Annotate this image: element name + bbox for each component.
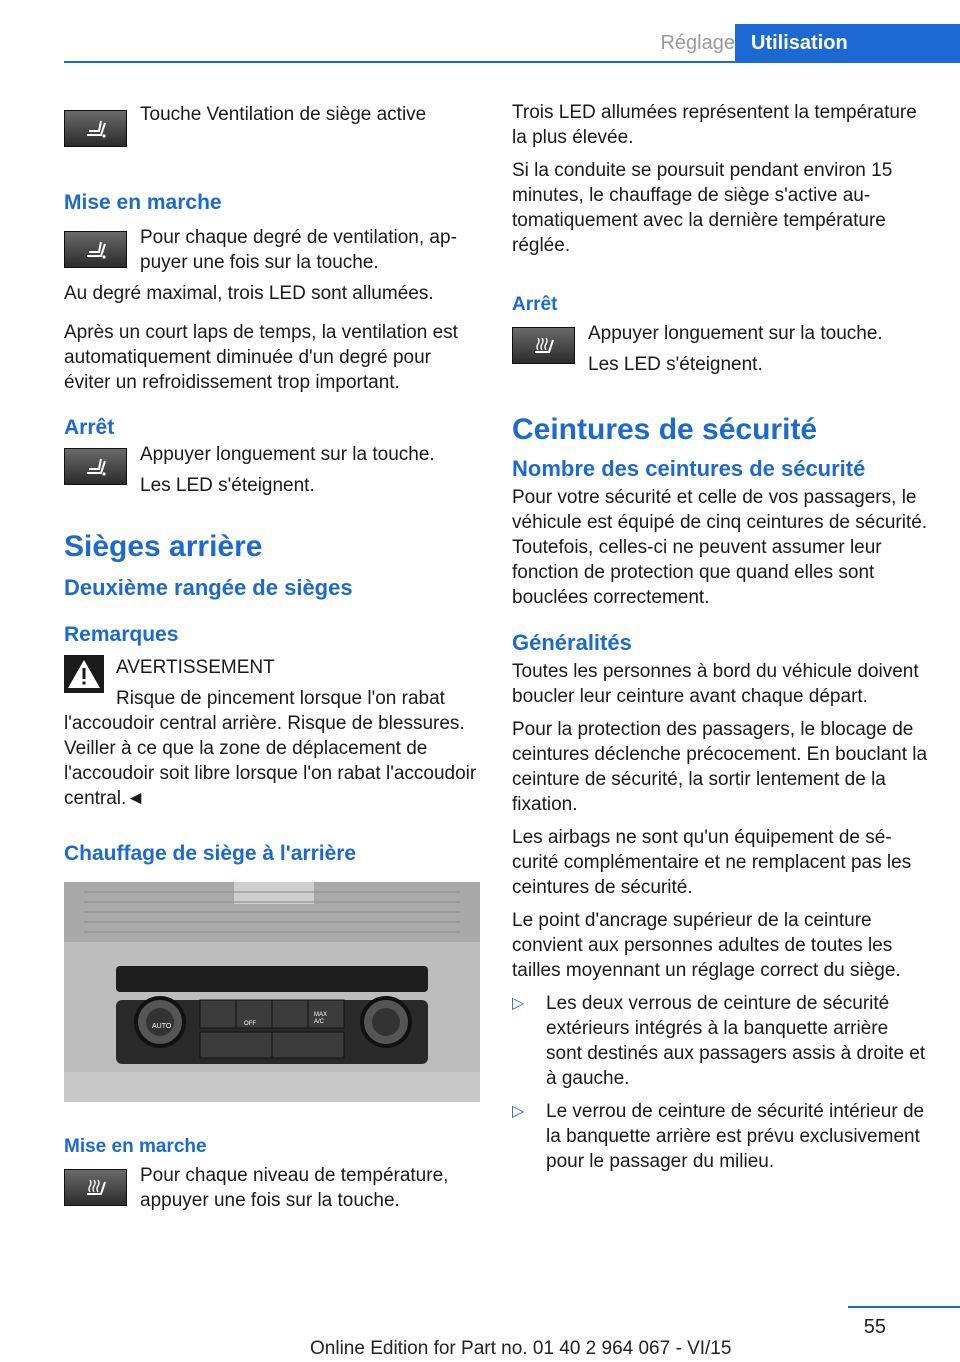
vent-active-row — [64, 102, 480, 142]
footer-rule — [848, 1306, 960, 1308]
arret-line1-right: Appuyer longuement sur la touche. — [588, 323, 883, 344]
remarques-heading: Remarques — [64, 623, 179, 646]
seat-heating-button-icon — [512, 327, 575, 364]
ceintures-heading: Ceintures de sécurité — [512, 413, 818, 446]
si-conduite-text: Si la conduite se poursuit pendant environ 15 minutes, le chauffage de siège s'active automatiquement avec la dernière température réglée. — [512, 160, 893, 256]
max-label: MAX — [314, 1012, 328, 1018]
rear-climate-panel-image — [64, 882, 480, 1102]
right-column — [512, 100, 928, 1174]
list-item — [512, 1099, 928, 1174]
warning-triangle-icon — [64, 655, 104, 693]
warning-title: AVERTISSEMENT — [116, 657, 275, 678]
edition-footer: Online Edition for Part no. 01 40 2 964 067 - VI/15 — [310, 1338, 732, 1359]
warning-text: l'accoudoir central arrière. Risque de blessures. Veiller à ce que la zone de déplacement de l'accoudoir soit libre lorsque l'on rabat l'accoudoir central.◄ — [64, 713, 477, 809]
nombre-text: Pour votre sécurité et celle de vos passagers, le véhicule est équipé de cinq ceintures de sécurité. Toutefois, celles-ci ne peuvent assumer leur fonction de protection que quand elles sont bouclées correctement. — [512, 487, 928, 608]
gen-p2: Pour la protection des passagers, le blocage de ceintures déclenche précocement. En bouclant la ceinture de sécurité, la sortir lentement de la fixation. — [512, 719, 928, 815]
left-column — [64, 100, 480, 1213]
gen-p1: Toutes les personnes à bord du véhicule doivent boucler leur ceinture avant chaque départ. — [512, 661, 919, 707]
arret-heading: Arrêt — [64, 416, 115, 439]
header-rule — [64, 61, 960, 63]
generalites-heading: Généralités — [512, 630, 632, 655]
arret-heading-right: Arrêt — [512, 294, 558, 315]
seat-ventilation-button-icon — [64, 231, 127, 268]
vent-active-label: Touche Ventilation de siège active — [140, 104, 427, 125]
mise-en-marche-row — [64, 225, 480, 275]
warning-block — [64, 655, 480, 711]
chauffage-heading: Chauffage de siège à l'arrière — [64, 842, 357, 865]
warning-line1: Risque de pincement lorsque l'on rabat — [116, 688, 445, 709]
bullet-text-1: Les deux verrous de ceinture de sécurité extérieurs intégrés à la banquette arrière sont destinés aux passagers assis à droite et à gauche. — [546, 993, 926, 1089]
ac-label: A/C — [314, 1019, 325, 1025]
tab-utilisation: Utilisation — [735, 24, 960, 62]
triangle-bullet-icon: ▷ — [512, 1103, 525, 1120]
gen-p3: Les airbags ne sont qu'un équipement de sécurité complémentaire et ne remplacent pas les ceintures de sécurité. — [512, 827, 912, 898]
triangle-bullet-icon: ▷ — [512, 995, 525, 1012]
gen-p4: Le point d'ancrage supérieur de la ceinture convient aux personnes adultes de toutes les tailles moyennant un réglage correct du siège. — [512, 910, 901, 981]
arret-line2-right: Les LED s'éteignent. — [588, 354, 763, 375]
page-number: 55 — [863, 1316, 886, 1338]
max-text: Au degré maximal, trois LED sont allumées. — [64, 283, 434, 304]
mise-en-marche-heading: Mise en marche — [64, 191, 222, 214]
seat-ventilation-button-icon — [64, 110, 127, 147]
deuxieme-rangee-heading: Deuxième rangée de sièges — [64, 575, 353, 600]
sieges-arriere-heading: Sièges arrière — [64, 530, 263, 563]
auto-label: AUTO — [152, 1023, 172, 1030]
bullet-text-2: Le verrou de ceinture de sécurité intérieur de la banquette arrière est prévu exclusivement pour le passager du milieu. — [546, 1101, 925, 1172]
apres-text: Après un court laps de temps, la ventilation est automatiquement diminuée d'un degré pour éviter un refroidissement trop important. — [64, 322, 458, 393]
mise-en-marche2-row — [64, 1163, 480, 1213]
arret-line2: Les LED s'éteignent. — [140, 475, 315, 496]
mise-en-marche2-heading: Mise en marche — [64, 1136, 207, 1157]
seat-ventilation-button-icon — [64, 448, 127, 485]
off-label: OFF — [244, 1021, 256, 1027]
arret-row — [64, 442, 480, 498]
mise-en-marche2-text: Pour chaque niveau de température, appuyer une fois sur la touche. — [140, 1165, 449, 1211]
page-header — [0, 0, 960, 62]
mise-en-marche-text: Pour chaque degré de ventilation, appuyer une fois sur la touche. — [140, 227, 457, 273]
tab-reglage: Réglage — [660, 32, 735, 54]
arret-line1: Appuyer longuement sur la touche. — [140, 444, 435, 465]
arret-row-right — [512, 321, 928, 377]
trois-led-text: Trois LED allumées représentent la température la plus élevée. — [512, 102, 917, 148]
seat-heating-button-icon — [64, 1169, 127, 1206]
list-item — [512, 991, 928, 1091]
nombre-ceintures-heading: Nombre des ceintures de sécurité — [512, 456, 866, 481]
